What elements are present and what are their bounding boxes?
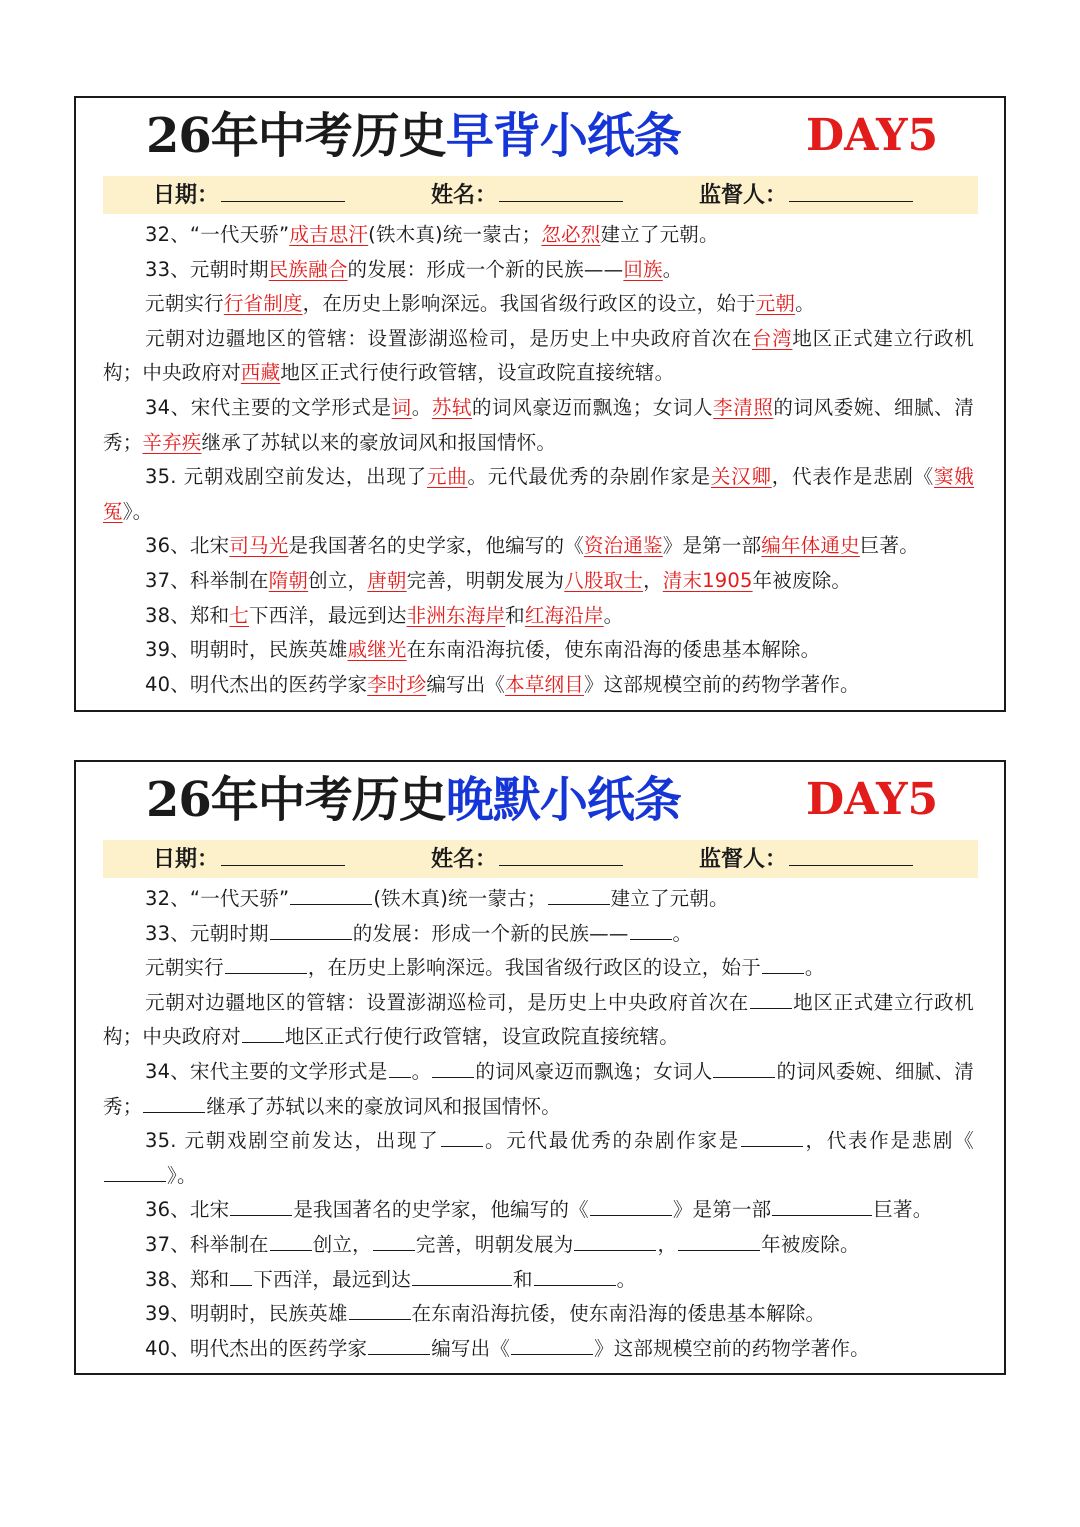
title-main: 26年中考历史 (146, 772, 446, 828)
title-accent: 早背小纸条 (445, 108, 681, 164)
card-title (146, 770, 681, 830)
answer: 唐朝 (367, 568, 407, 592)
answer-blank[interactable] (432, 1055, 474, 1078)
answer: 非洲东海岸 (406, 603, 506, 627)
item-36 (103, 1193, 974, 1228)
text-segment: 32、“一代天骄” (145, 887, 290, 910)
text-segment: 建立了元朝。 (610, 887, 729, 910)
date-blank[interactable] (221, 179, 345, 202)
answer: 清末1905 (662, 568, 753, 592)
text-segment: 》。 (167, 1163, 197, 1187)
text-segment: 36、北宋 (145, 534, 230, 558)
text-segment: 》是第一部 (672, 1198, 772, 1222)
answer: 七 (229, 603, 250, 627)
answer-blank[interactable] (772, 1193, 872, 1216)
text-segment: 元朝实行 (145, 956, 224, 980)
supervisor-blank[interactable] (789, 843, 913, 866)
supervisor-blank[interactable] (789, 179, 913, 202)
name-label: 姓名： (431, 182, 498, 208)
text-segment: 。 (804, 956, 825, 980)
answer: 本草纲目 (505, 672, 584, 696)
text-segment: 完善，明朝发展为 (415, 1232, 574, 1256)
text-segment: 39、明朝时，民族英雄 (145, 638, 348, 662)
item-40 (103, 1332, 974, 1367)
answer-blank[interactable] (762, 951, 804, 974)
text-segment: 37、科举制在 (145, 1232, 269, 1256)
item-35 (103, 460, 974, 529)
item-37 (103, 1228, 974, 1263)
text-segment: 是我国著名的史学家，他编写的《 (293, 1198, 589, 1222)
text-segment: 元朝对边疆地区的管辖：设置澎湖巡检司，是历史上中央政府首次在 (145, 990, 749, 1014)
text-segment: ，代表作是悲剧《 (771, 465, 934, 489)
text-segment: ， (643, 568, 663, 592)
text-segment: 的词风豪迈而飘逸；女词人 (472, 395, 714, 419)
text-segment: 40、明代杰出的医药学家 (145, 672, 368, 696)
text-segment: 》。 (122, 499, 153, 523)
answer: 隋朝 (268, 568, 309, 592)
name-field[interactable] (431, 842, 623, 876)
text-segment: 地区正式建立行政机构；中央政府对 (103, 326, 974, 385)
card-title (146, 106, 681, 166)
item-34 (103, 1055, 974, 1124)
text-segment: 创立， (312, 1232, 372, 1256)
text-segment: 40、明代杰出的医药学家 (145, 1336, 368, 1360)
text-segment: 地区正式行使行政管辖，设宣政院直接统辖。 (280, 361, 675, 385)
text-segment: 33、元朝时期 (145, 257, 269, 281)
answer: 编年体通史 (761, 534, 860, 558)
date-label: 日期： (153, 846, 220, 872)
answer-blank[interactable] (741, 1124, 803, 1147)
name-blank[interactable] (499, 179, 623, 202)
answer-blank[interactable] (511, 1332, 593, 1355)
answer: 戚继光 (347, 638, 407, 662)
text-segment: ，在历史上影响深远。我国省级行政区的设立，始于 (307, 956, 761, 980)
text-segment: 编写出《 (431, 1336, 511, 1360)
text-segment: 。 (616, 1267, 637, 1291)
text-segment: 。 (672, 921, 693, 945)
text-segment: 在东南沿海抗倭，使东南沿海的倭患基本解除。 (411, 1302, 826, 1326)
card-header (76, 98, 1004, 176)
item-32 (103, 882, 974, 917)
text-segment: 创立， (308, 568, 368, 592)
item-35 (103, 1124, 974, 1193)
text-segment: 巨著。 (873, 1198, 933, 1222)
item-list (76, 214, 1004, 702)
date-blank[interactable] (221, 843, 345, 866)
supervisor-field[interactable] (699, 842, 913, 876)
text-segment: ，代表作是悲剧《 (804, 1129, 974, 1153)
text-segment: 。 (603, 603, 624, 627)
text-segment: 。 (795, 292, 815, 316)
answer: 民族融合 (268, 257, 348, 281)
text-segment: 是我国著名的史学家，他编写的《 (288, 534, 584, 558)
answer: 关汉卿 (710, 465, 772, 489)
answer: 成吉思汗 (289, 223, 369, 246)
text-segment: 的发展：形成一个新的民族—— (352, 921, 629, 945)
text-segment: 。元代最优秀的杂剧作家是 (483, 1129, 741, 1153)
supervisor-label: 监督人： (699, 846, 788, 872)
item-40 (103, 668, 974, 703)
text-segment: 继承了苏轼以来的豪放词风和报国情怀。 (206, 1094, 562, 1118)
answer: 台湾 (751, 326, 793, 350)
text-segment: 34、宋代主要的文学形式是 (145, 1059, 388, 1083)
item-39 (103, 633, 974, 668)
answer: 词 (391, 395, 412, 419)
item-33-frontier (103, 322, 974, 391)
morning-recite-card (74, 96, 1006, 712)
answer-blank[interactable] (242, 1020, 284, 1043)
text-segment: 。 (662, 257, 683, 281)
text-segment: 》是第一部 (662, 534, 762, 558)
answer-blank[interactable] (574, 1228, 656, 1251)
answer: 辛弃疾 (142, 430, 202, 454)
answer: 回族 (623, 257, 663, 281)
answer-blank[interactable] (534, 1263, 616, 1286)
text-segment: 编写出《 (426, 672, 506, 696)
item-38 (103, 599, 974, 634)
text-segment: 的词风豪迈而飘逸；女词人 (475, 1059, 713, 1083)
text-segment: 32、“一代天骄” (145, 223, 290, 246)
name-label: 姓名： (431, 846, 498, 872)
title-accent: 晚默小纸条 (445, 772, 681, 828)
item-38 (103, 1263, 974, 1298)
text-segment: (铁木真)统一蒙古； (373, 887, 547, 910)
text-segment: 地区正式建立行政机构；中央政府对 (103, 990, 974, 1049)
answer: 苏轼 (431, 395, 473, 419)
text-segment: 》这部规模空前的药物学著作。 (583, 672, 860, 696)
text-segment: 33、元朝时期 (145, 921, 269, 945)
text-segment: ，在历史上影响深远。我国省级行政区的设立，始于 (302, 292, 756, 316)
text-segment: 元朝实行 (145, 292, 224, 316)
evening-dictation-card (74, 760, 1006, 1375)
answer-blank[interactable] (368, 1332, 430, 1355)
answer-blank[interactable] (441, 1124, 483, 1147)
name-field[interactable] (431, 178, 623, 212)
text-segment: 年被废除。 (752, 568, 852, 592)
name-blank[interactable] (499, 843, 623, 866)
text-segment: 的发展：形成一个新的民族—— (347, 257, 624, 281)
answer-blank[interactable] (349, 1297, 411, 1320)
text-segment: 在东南沿海抗倭，使东南沿海的倭患基本解除。 (406, 638, 821, 662)
answer: 西藏 (240, 361, 281, 385)
answer: 元朝 (755, 292, 796, 316)
day-label: DAY5 (806, 110, 939, 161)
answer-blank[interactable] (270, 917, 352, 940)
text-segment: 继承了苏轼以来的豪放词风和报国情怀。 (201, 430, 557, 454)
text-segment: 地区正式行使行政管辖，设宣政院直接统辖。 (284, 1025, 679, 1049)
answer-blank[interactable] (750, 986, 792, 1009)
answer: 司马光 (229, 534, 289, 558)
item-39 (103, 1297, 974, 1332)
text-segment: 下西洋，最远到达 (249, 603, 407, 627)
item-33 (103, 917, 974, 952)
answer: 李时珍 (367, 672, 427, 696)
text-segment: 的词风委婉、细腻、清秀； (103, 395, 974, 454)
text-segment: 。元代最优秀的杂剧作家是 (467, 465, 711, 489)
info-bar (103, 176, 978, 214)
answer: 忽必烈 (541, 223, 601, 246)
answer: 李清照 (713, 395, 774, 419)
answer: 八股取士 (564, 568, 644, 592)
text-segment: 。 (411, 395, 432, 419)
answer-blank[interactable] (389, 1055, 411, 1078)
text-segment: 35. 元朝戏剧空前发达，出现了 (145, 465, 427, 489)
date-field[interactable] (153, 178, 345, 212)
text-segment: 的词风委婉、细腻、清秀； (103, 1059, 974, 1118)
item-33-frontier (103, 986, 974, 1055)
item-33 (103, 253, 974, 288)
card-header (76, 762, 1004, 840)
answer-blank[interactable] (630, 917, 672, 940)
text-segment: 元朝对边疆地区的管辖：设置澎湖巡检司，是历史上中央政府首次在 (145, 326, 752, 350)
answer-blank[interactable] (412, 1263, 512, 1286)
text-segment: 38、郑和 (145, 1267, 230, 1291)
text-segment: 》这部规模空前的药物学著作。 (594, 1336, 870, 1360)
text-segment: 。 (411, 1059, 432, 1083)
text-segment: 建立了元朝。 (600, 223, 719, 246)
text-segment: 完善，明朝发展为 (406, 568, 565, 592)
answer-blank[interactable] (225, 951, 307, 974)
answer-blank[interactable] (290, 882, 372, 905)
item-33-province (103, 287, 974, 322)
answer-blank[interactable] (590, 1193, 672, 1216)
answer: 元曲 (426, 465, 468, 489)
day-label: DAY5 (806, 774, 939, 825)
item-32 (103, 218, 974, 253)
answer-blank[interactable] (678, 1228, 760, 1251)
text-segment: (铁木真)统一蒙古； (368, 223, 542, 246)
answer: 红海沿岸 (524, 603, 604, 627)
answer: 行省制度 (223, 292, 303, 316)
text-segment: 37、科举制在 (145, 568, 269, 592)
answer-blank[interactable] (104, 1159, 166, 1182)
answer-blank[interactable] (713, 1055, 775, 1078)
item-list (76, 878, 1004, 1366)
item-34 (103, 391, 974, 460)
item-33-province (103, 951, 974, 986)
text-segment: 年被废除。 (761, 1232, 860, 1256)
text-segment: 39、明朝时，民族英雄 (145, 1302, 348, 1326)
answer-blank[interactable] (230, 1263, 252, 1286)
text-segment: 38、郑和 (145, 603, 230, 627)
answer-blank[interactable] (373, 1228, 415, 1251)
date-label: 日期： (153, 182, 220, 208)
answer: 窦娥冤 (103, 465, 974, 523)
supervisor-field[interactable] (699, 178, 913, 212)
answer-blank[interactable] (548, 882, 610, 905)
text-segment: 34、宋代主要的文学形式是 (145, 395, 392, 419)
text-segment: 35. 元朝戏剧空前发达，出现了 (145, 1129, 440, 1153)
answer: 资治通鉴 (583, 534, 663, 558)
item-36 (103, 529, 974, 564)
title-main: 26年中考历史 (146, 108, 446, 164)
date-field[interactable] (153, 842, 345, 876)
text-segment: 和 (505, 603, 525, 627)
text-segment: 36、北宋 (145, 1198, 230, 1222)
text-segment: 下西洋，最远到达 (253, 1267, 411, 1291)
answer-blank[interactable] (143, 1090, 205, 1113)
text-segment: ， (657, 1232, 678, 1256)
item-37 (103, 564, 974, 599)
text-segment: 巨著。 (859, 534, 919, 558)
text-segment: 和 (512, 1267, 533, 1291)
answer-blank[interactable] (270, 1228, 312, 1251)
supervisor-label: 监督人： (699, 182, 788, 208)
info-bar (103, 840, 978, 878)
answer-blank[interactable] (230, 1193, 292, 1216)
